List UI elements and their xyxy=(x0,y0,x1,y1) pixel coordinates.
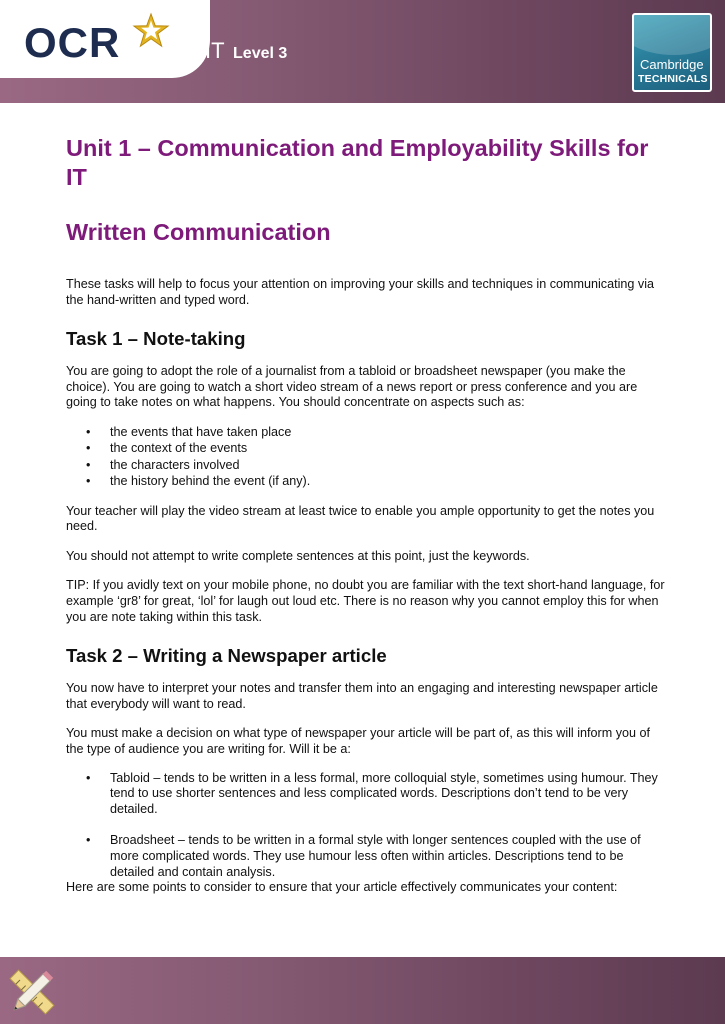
document-body xyxy=(66,134,666,896)
header-level: Level 3 xyxy=(233,45,288,62)
intro-paragraph: These tasks will help to focus your attention on improving your skills and techniques in communicating via the hand-written and typed word. xyxy=(66,277,655,307)
ocr-logo-panel xyxy=(0,0,210,78)
task2-bullet-list xyxy=(66,771,666,881)
task2-paragraph-3: Here are some points to consider to ensure that your article effectively communicates your content: xyxy=(66,880,618,895)
list-item: • Tabloid – tends to be written in a less formal, more colloquial style, sometimes using humour. They tend to use shorter sentences and less complicated words. Descriptions don’t tend to be very detailed. xyxy=(66,771,666,818)
badge-cambridge-text: Cambridge xyxy=(640,57,704,72)
list-item: • the events that have taken place xyxy=(66,424,666,440)
task1-heading: Task 1 – Note-taking xyxy=(66,328,246,350)
section-title: Written Communication xyxy=(66,219,331,245)
task2-heading: Task 2 – Writing a Newspaper article xyxy=(66,645,387,667)
list-item: • Broadsheet – tends to be written in a formal style with longer sentences coupled with the use of more complicated words. They use humour less often within articles. Descriptions tend to be detailed and contain analysis. xyxy=(66,833,666,880)
list-item: • the history behind the event (if any). xyxy=(66,473,666,489)
ocr-star-icon xyxy=(132,12,170,50)
page-footer xyxy=(0,957,725,1024)
header-subject: IT xyxy=(205,38,225,63)
task2-paragraph-1: You now have to interpret your notes and transfer them into an engaging and interesting newspaper article that everybody will want to read. xyxy=(66,681,658,711)
header-title xyxy=(205,38,287,64)
list-item: • the characters involved xyxy=(66,457,666,473)
badge-technicals-text: TECHNICALS xyxy=(638,73,708,85)
pencil-ruler-icon xyxy=(6,965,58,1019)
unit-title: Unit 1 – Communication and Employability Skills for IT xyxy=(66,135,649,190)
task1-bullet-list xyxy=(66,424,666,490)
task1-paragraph-3: You should not attempt to write complete sentences at this point, just the keywords. xyxy=(66,548,530,563)
task1-paragraph-2: Your teacher will play the video stream at least twice to enable you ample opportunity to get the notes you need. xyxy=(66,503,655,534)
badge-arc xyxy=(632,13,712,55)
task1-tip: TIP: If you avidly text on your mobile phone, no doubt you are familiar with the text short-hand language, for example ‘gr8’ for great, ‘lol’ for laugh out loud etc. There is no reason why you cannot employ this for when you are note taking within this task. xyxy=(66,578,665,624)
page-header xyxy=(0,0,725,103)
task2-paragraph-2: You must make a decision on what type of newspaper your article will be part of, as this will inform you of the type of audience you are writing for. Will it be a: xyxy=(66,726,651,756)
list-item: • the context of the events xyxy=(66,440,666,456)
task1-paragraph-1: You are going to adopt the role of a journalist from a tabloid or broadsheet newspaper (you make the choice). You are going to watch a short video stream of a news report or press conference and you are going to take notes on what happens. You should concentrate on aspects such as: xyxy=(66,364,638,410)
ocr-logo-text: OCR xyxy=(24,19,121,66)
cambridge-technicals-logo xyxy=(632,13,712,92)
